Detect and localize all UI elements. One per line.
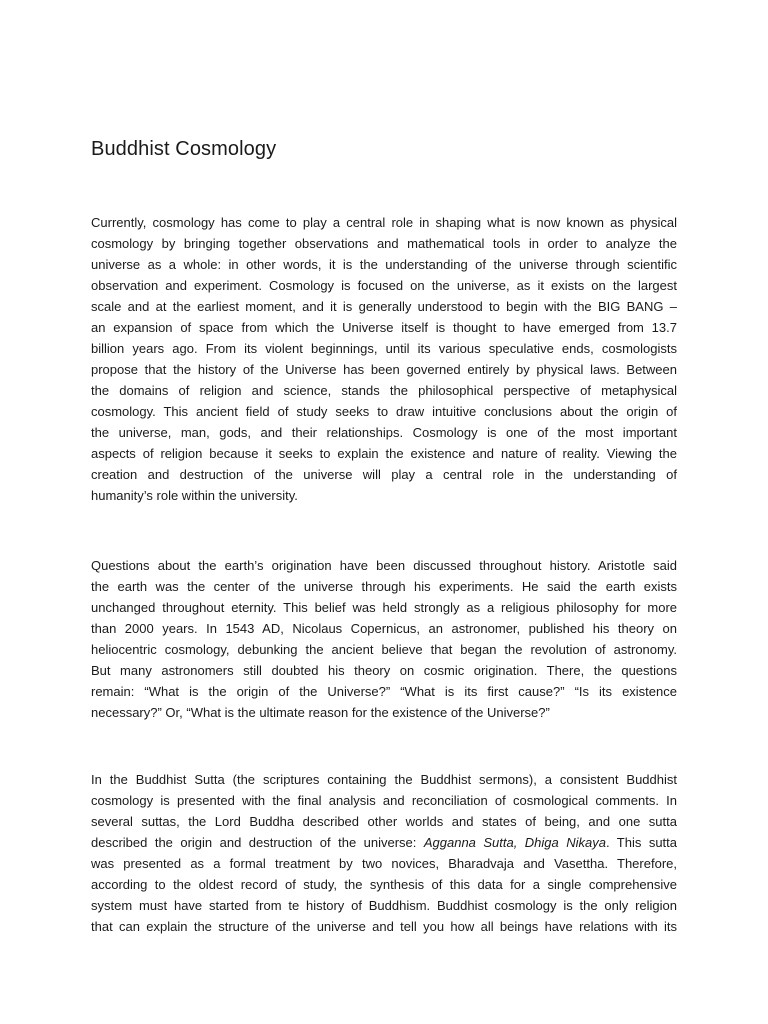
paragraph-line: remain: “What is the origin of the Universe?” “What is its first cause?” “Is its existence (91, 684, 677, 699)
paragraph-line: But many astronomers still doubted his theory on cosmic origination. There, the questions (91, 663, 677, 678)
paragraph-line: creation and destruction of the universe will play a central role in the understanding of (91, 467, 677, 482)
paragraph-line: that can explain the structure of the universe and tell you how all beings have relations with its (91, 919, 677, 934)
paragraph-line: cosmology. This ancient field of study seeks to draw intuitive conclusions about the origin of (91, 404, 677, 419)
paragraph-line: observation and experiment. Cosmology is focused on the universe, as it exists on the largest (91, 278, 677, 293)
paragraph-line: heliocentric cosmology, debunking the ancient believe that began the revolution of astronomy. (91, 642, 677, 657)
line-suffix: . This sutta (605, 835, 677, 850)
paragraph-line: system must have started from te history of Buddhism. Buddhist cosmology is the only religion (91, 898, 677, 913)
paragraph-line: the universe, man, gods, and their relationships. Cosmology is one of the most important (91, 425, 677, 440)
paragraph-line: was presented as a formal treatment by two novices, Bharadvaja and Vasettha. Therefore, (91, 856, 677, 871)
paragraph-line: an expansion of space from which the Universe itself is thought to have emerged from 13.7 (91, 320, 677, 335)
paragraph-line: In the Buddhist Sutta (the scriptures containing the Buddhist sermons), a consistent Buddhist (91, 772, 677, 787)
document-title: Buddhist Cosmology (91, 138, 277, 160)
sutta-citation: Agganna Sutta, Dhiga Nikaya (423, 835, 606, 850)
paragraph-line: cosmology by bringing together observations and mathematical tools in order to analyze the (91, 236, 677, 251)
paragraph-line: scale and at the earliest moment, and it is generally understood to begin with the BIG BANG – (91, 299, 677, 314)
paragraph-3 (91, 769, 677, 937)
paragraph-line: several suttas, the Lord Buddha described other worlds and states of being, and one sutta (91, 814, 677, 829)
paragraph-line-with-citation (91, 832, 677, 853)
paragraph-line: billion years ago. From its violent beginnings, until its various speculative ends, cosmologists (91, 341, 677, 356)
paragraph-line: Questions about the earth’s origination have been discussed throughout history. Aristotle said (91, 558, 677, 573)
paragraph-line: universe as a whole: in other words, it is the understanding of the universe through scientific (91, 257, 677, 272)
paragraph-line: necessary?” Or, “What is the ultimate reason for the existence of the Universe?” (91, 705, 550, 720)
paragraph-line: propose that the history of the Universe has been governed entirely by physical laws. Between (91, 362, 677, 377)
paragraph-2 (91, 555, 677, 723)
paragraph-1 (91, 212, 677, 506)
paragraph-line: aspects of religion because it seeks to explain the existence and nature of reality. Viewing the (91, 446, 677, 461)
line-prefix: described the origin and destruction of the universe: (91, 835, 424, 850)
paragraph-line: than 2000 years. In 1543 AD, Nicolaus Copernicus, an astronomer, published his theory on (91, 621, 677, 636)
paragraph-line: the domains of religion and science, stands the philosophical perspective of metaphysical (91, 383, 677, 398)
paragraph-line: humanity’s role within the university. (91, 488, 298, 503)
paragraph-line: Currently, cosmology has come to play a central role in shaping what is now known as physical (91, 215, 677, 230)
paragraph-line: cosmology is presented with the final analysis and reconciliation of cosmological comments. In (91, 793, 677, 808)
paragraph-line: the earth was the center of the universe through his experiments. He said the earth exists (91, 579, 677, 594)
paragraph-line: according to the oldest record of study, the synthesis of this data for a single comprehensive (91, 877, 677, 892)
paragraph-line: unchanged throughout eternity. This belief was held strongly as a religious philosophy for more (91, 600, 677, 615)
